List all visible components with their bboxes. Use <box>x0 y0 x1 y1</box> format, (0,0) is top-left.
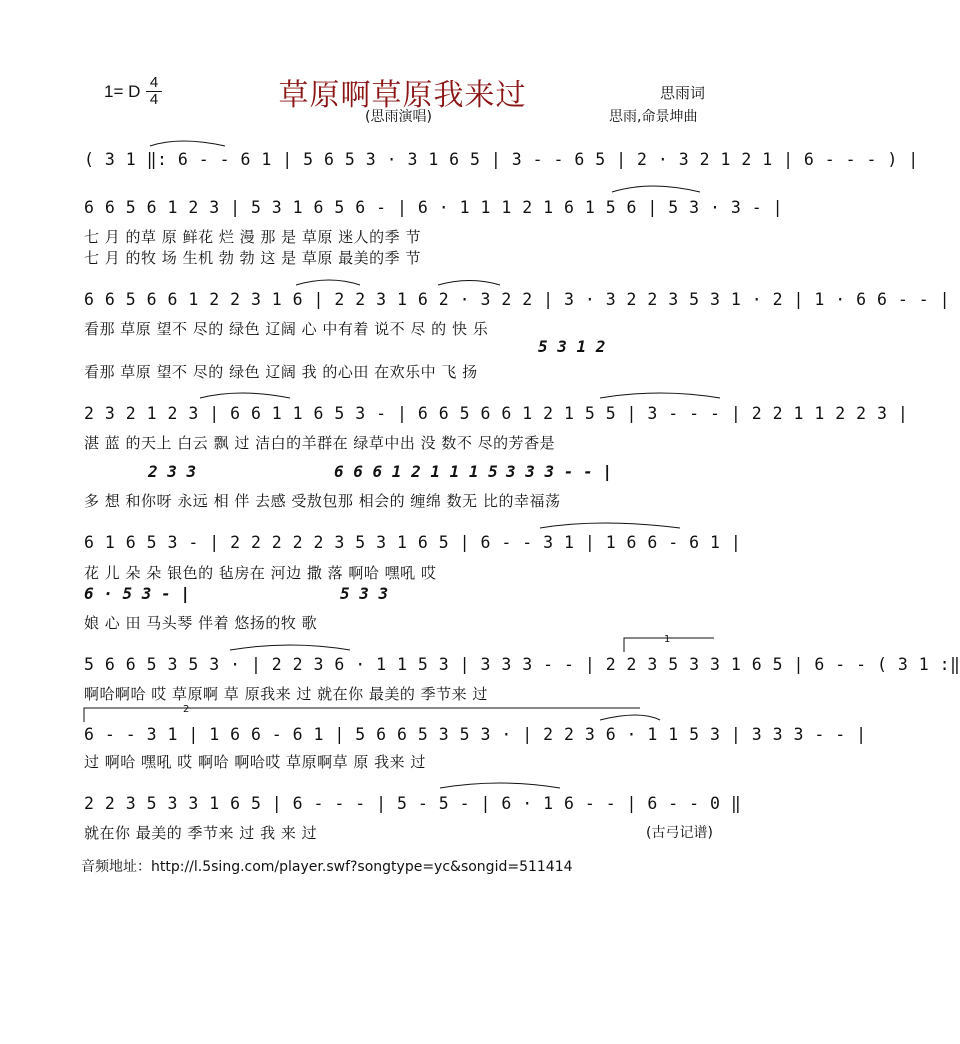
sub-melody-line-5-a: 6 · 5 3 - | <box>84 584 190 603</box>
singer-credit: (思雨演唱) <box>365 109 432 125</box>
slur <box>296 280 360 285</box>
notation-line-1: ( 3 1 ‖: 6 - - 6 1 | 5 6 5 3 · 3 1 6 5 | 3 - - 6 5 | 2 · 3 2 1 2 1 | 6 - - - ) | <box>84 150 919 169</box>
slur-marks <box>150 141 720 788</box>
notation-line-5: 6 1 6 5 3 - | 2 2 2 2 2 3 5 3 1 6 5 | 6 - - 3 1 | 1 6 6 - 6 1 | <box>84 533 742 552</box>
composer-credit: 思雨,命景坤曲 <box>609 109 698 125</box>
notation-line-2: 6 6 5 6 1 2 3 | 5 3 1 6 5 6 - | 6 · 1 1 1 2 1 6 1 5 6 | 5 3 · 3 - | <box>84 198 784 217</box>
volta-brackets <box>84 638 714 722</box>
sub-melody-line-4-c: 3 3 3 - - | <box>506 462 612 481</box>
slur <box>230 645 350 650</box>
lyrics-line-3-verse-1: 看那 草原 望不 尽的 绿色 辽阔 心 中有着 说不 尽 的 快 乐 <box>84 320 489 338</box>
transcriber-credit: (古弓记谱) <box>646 825 713 841</box>
slur <box>150 141 225 146</box>
audio-url[interactable]: http://l.5sing.com/player.swf?songtype=yc&songid=511414 <box>151 859 573 875</box>
slur <box>540 523 680 528</box>
lyrics-line-2-verse-2: 七 月 的牧 场 生机 勃 勃 这 是 草原 最美的季 节 <box>84 249 421 267</box>
lyrics-line-4-verse-2: 多 想 和你呀 永远 相 伴 去感 受敖包那 相会的 缠绵 数无 比的幸福荡 <box>84 492 561 510</box>
notation-line-8: 2 2 3 5 3 3 1 6 5 | 6 - - - | 5 - 5 - | 6 · 1 6 - - | 6 - - 0 ‖ <box>84 794 742 813</box>
slur <box>600 715 660 720</box>
slur <box>600 393 720 398</box>
sub-melody-line-4-a: 2 3 3 <box>148 462 197 481</box>
lyrics-line-5-verse-1: 花 儿 朵 朵 银色的 毡房在 河边 撒 落 啊哈 嘿吼 哎 <box>84 564 437 582</box>
time-bottom: 4 <box>149 91 159 108</box>
key-signature: 1= D <box>104 82 141 101</box>
volta-2-bracket <box>84 708 640 722</box>
sub-melody-line-5-b: 5 3 3 <box>340 584 389 603</box>
sub-melody-line-4-b: 6 6 6 1 2 1 1 1 5 <box>334 462 498 481</box>
lyrics-line-7: 过 啊哈 嘿吼 哎 啊哈 啊哈哎 草原啊草 原 我来 过 <box>84 753 426 771</box>
time-top: 4 <box>149 74 159 91</box>
lyrics-line-3-verse-2: 看那 草原 望不 尽的 绿色 辽阔 我 的心田 在欢乐中 飞 扬 <box>84 363 478 381</box>
lyrics-line-5-verse-2: 娘 心 田 马头琴 伴着 悠扬的牧 歌 <box>84 614 318 632</box>
slur <box>438 281 500 286</box>
slur <box>200 393 290 398</box>
lyrics-line-6: 啊哈啊哈 哎 草原啊 草 原我来 过 就在你 最美的 季节来 过 <box>84 685 488 703</box>
notation-line-3: 6 6 5 6 6 1 2 2 3 1 6 | 2 2 3 1 6 2 · 3 2 2 | 3 · 3 2 2 3 5 3 1 · 2 | 1 · 6 6 - - | <box>84 290 951 309</box>
notation-line-6: 5 6 6 5 3 5 3 · | 2 2 3 6 · 1 1 5 3 | 3 3 3 - - | 2 2 3 5 3 3 1 6 5 | 6 - - ( 3 1 :‖ <box>84 655 960 674</box>
lyrics-line-8: 就在你 最美的 季节来 过 我 来 过 <box>84 824 318 842</box>
slur <box>440 783 560 788</box>
lyrics-line-4-verse-1: 湛 蓝 的天上 白云 飘 过 洁白的羊群在 绿草中出 没 数不 尽的芳香是 <box>84 434 556 452</box>
song-title: 草原啊草原我来过 <box>278 78 527 113</box>
volta-2-label: 2 <box>183 704 190 715</box>
lyricist-credit: 思雨词 <box>660 84 706 102</box>
notation-line-4: 2 3 2 1 2 3 | 6 6 1 1 6 5 3 - | 6 6 5 6 6 1 2 1 5 5 | 3 - - - | 2 2 1 1 2 2 3 | <box>84 404 909 423</box>
audio-label: 音频地址： <box>81 859 151 875</box>
notation-line-7: 6 - - 3 1 | 1 6 6 - 6 1 | 5 6 6 5 3 5 3 · | 2 2 3 6 · 1 1 5 3 | 3 3 3 - - | <box>84 725 867 744</box>
sub-melody-line-3: 5 3 1 2 <box>538 337 606 356</box>
volta-1-label: 1 <box>664 634 671 645</box>
lyrics-line-2-verse-1: 七 月 的草 原 鲜花 烂 漫 那 是 草原 迷人的季 节 <box>84 228 421 246</box>
slur <box>612 186 700 192</box>
